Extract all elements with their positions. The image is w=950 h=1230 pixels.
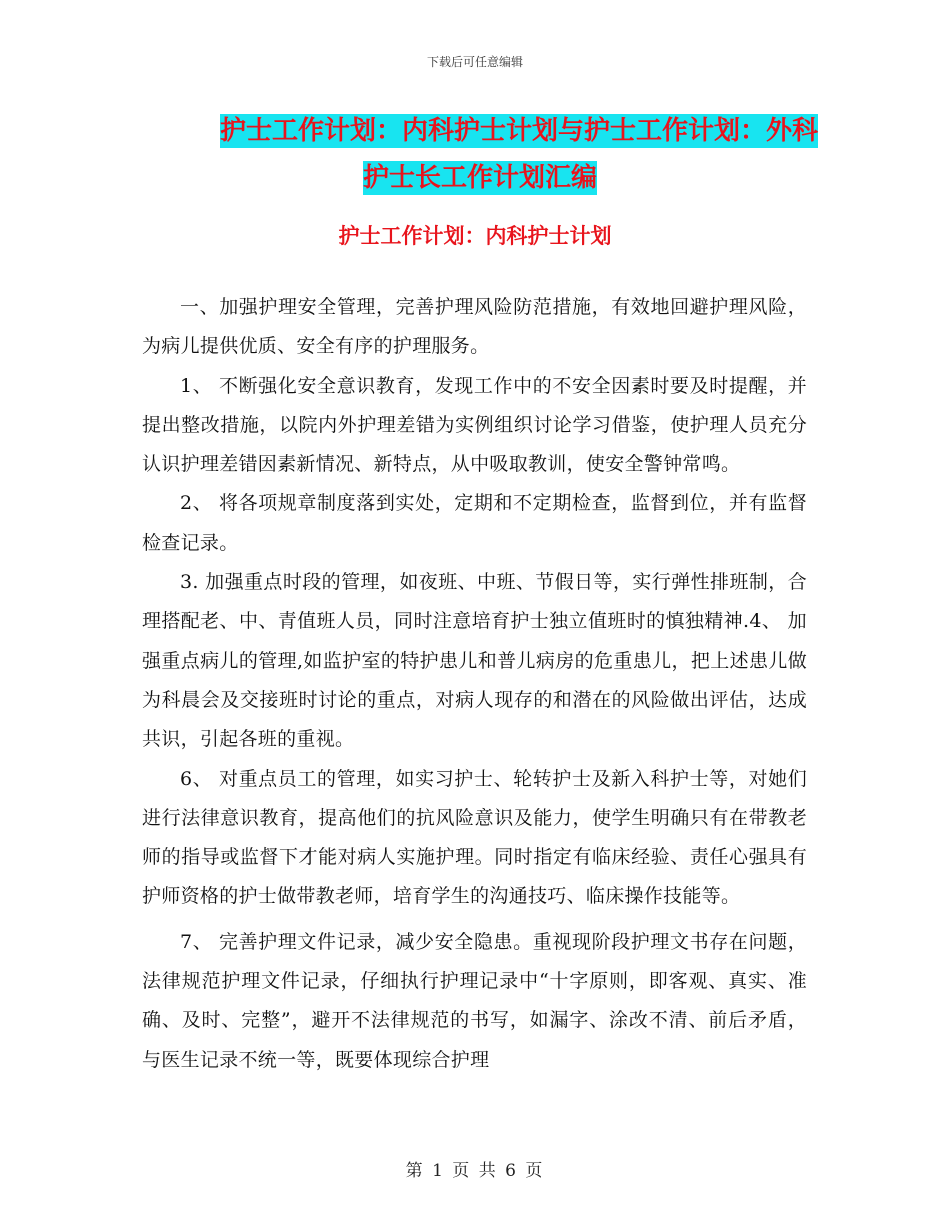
document-title-line-1 (140, 108, 818, 155)
paragraph: 2、 将各项规章制度落到实处，定期和不定期检查，监督到位，并有监督检查记录。 (142, 492, 807, 554)
paragraph: 一、加强护理安全管理，完善护理风险防范措施，有效地回避护理风险，为病儿提供优质、安全有序的护理服务。 (142, 296, 807, 358)
section-heading: 护士工作计划：内科护士计划 (338, 224, 612, 248)
header-note: 下载后可任意编辑 (426, 55, 523, 69)
document-title (140, 108, 818, 202)
page-number-footer: 第 1 页 共 6 页 (405, 1161, 545, 1181)
paragraph: 6、 对重点员工的管理，如实习护士、轮转护士及新入科护士等，对她们进行法律意识教育，提高他们的抗风险意识及能力，使学生明确只有在带教老师的指导或监督下才能对病人实施护理。同时指定有临床经验、责任心强具有护师资格的护士做带教老师，培育学生的沟通技巧、临床操作技能等。 (142, 767, 807, 908)
title-highlight: 护士长工作计划汇编 (362, 163, 597, 193)
document-body (142, 288, 807, 1080)
paragraph: 7、 完善护理文件记录，减少安全隐患。重视现阶段护理文书存在问题，法律规范护理文件记录，仔细执行护理记录中“十字原则，即客观、真实、准确、及时、完整”，避开不法律规范的书写，如漏字、涂改不清、前后矛盾，与医生记录不统一等，既要体现综合护理 (142, 930, 807, 1071)
title-highlight: 护士工作计划：内科护士计划与护士工作计划：外科 (219, 116, 818, 146)
paragraph: 3. 加强重点时段的管理，如夜班、中班、节假日等，实行弹性排班制，合理搭配老、中、青值班人员，同时注意培育护士独立值班时的慎独精神.4、 加强重点病儿的管理,如监护室的特护患儿和普儿病房的危重患儿，把上述患儿做为科晨会及交接班时讨论的重点，对病人现存的和潜在的风险做出评估，达成共识，引起各班的重视。 (142, 571, 807, 751)
paragraph: 1、 不断强化安全意识教育，发现工作中的不安全因素时要及时提醒，并提出整改措施，以院内外护理差错为实例组织讨论学习借鉴，使护理人员充分认识护理差错因素新情况、新特点，从中吸取教训，使安全警钟常鸣。 (142, 374, 807, 476)
document-title-line-2 (150, 155, 810, 202)
